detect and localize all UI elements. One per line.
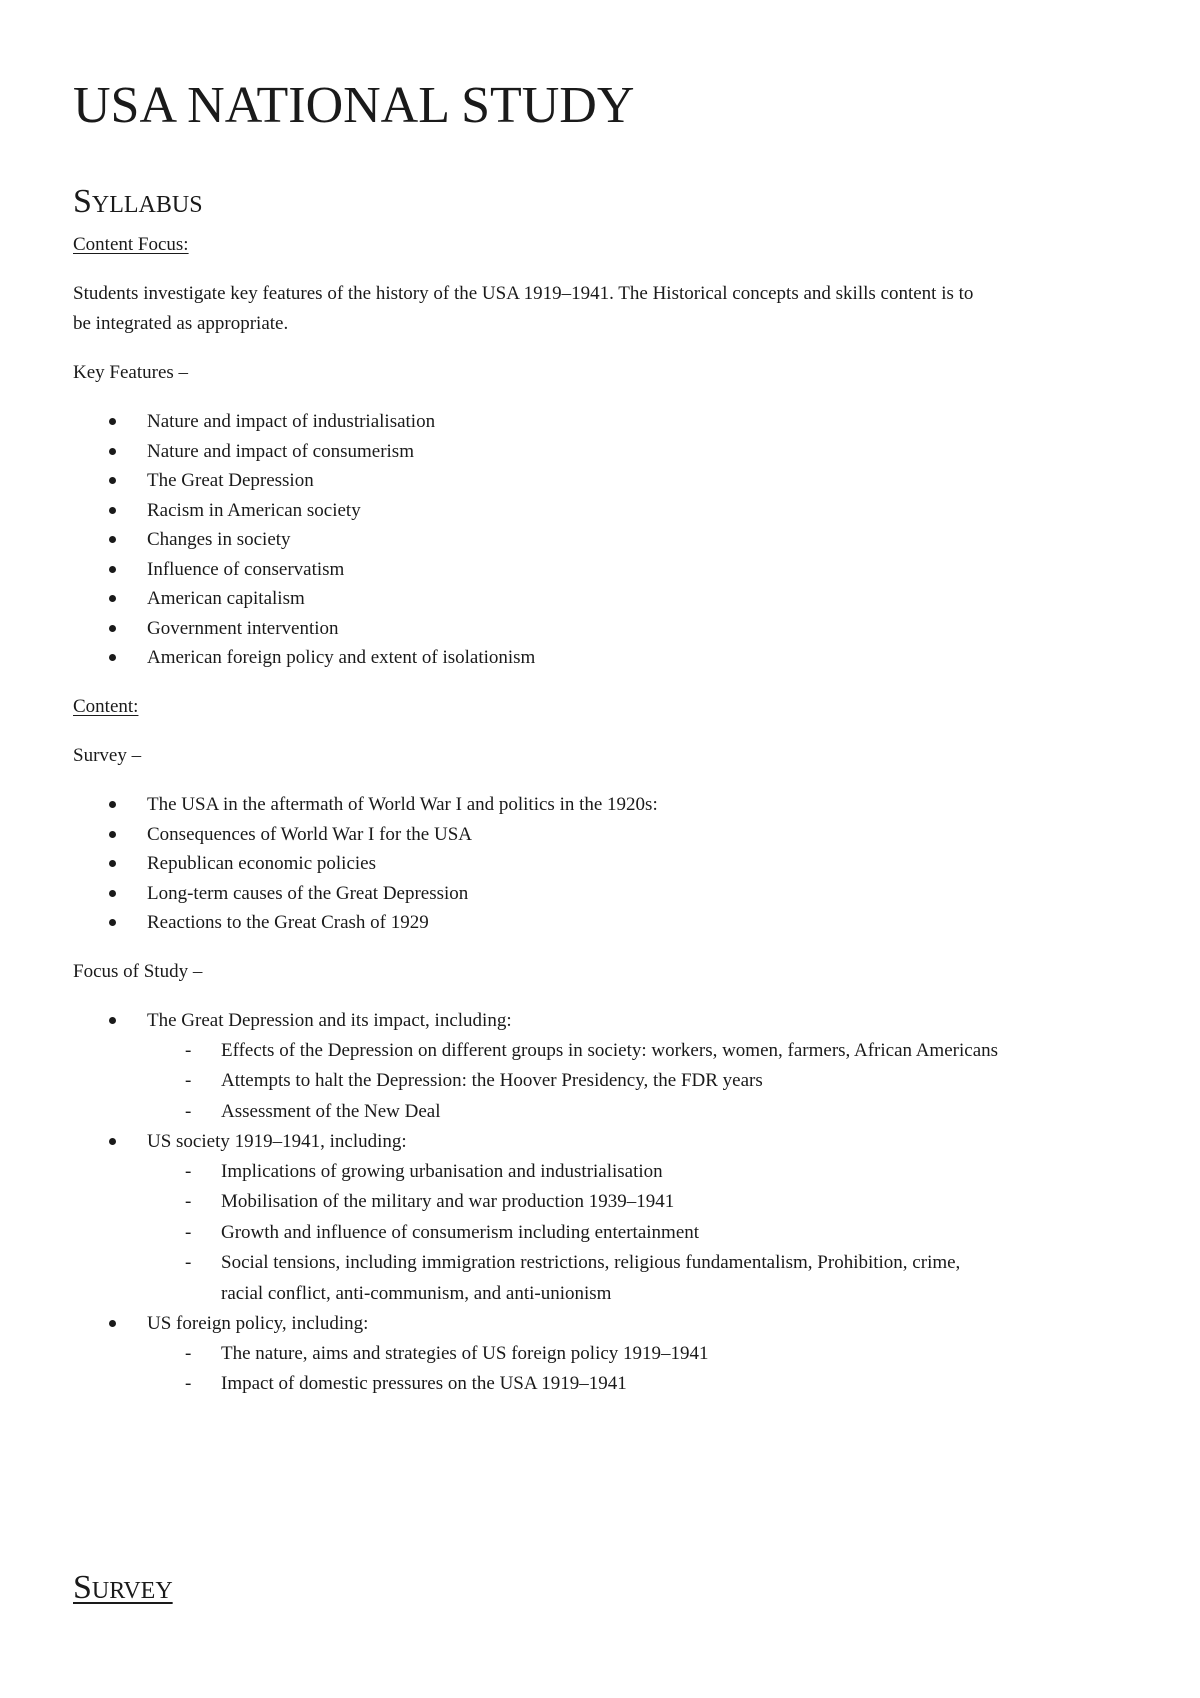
intro-line-2: be integrated as appropriate. — [73, 313, 289, 334]
content-focus-label: Content Focus: — [73, 234, 189, 255]
focus-list — [73, 1006, 998, 1400]
bullet-icon — [109, 801, 116, 808]
sub-list-item: - Social tensions, including immigration restrictions, religious fundamentalism, Prohibition, crime, — [185, 1252, 961, 1273]
bullet-icon — [109, 919, 116, 926]
list-item: US society 1919–1941, including: - Implications of growing urbanisation and industrialisation - Mobilisation of the military and war production 1939–1941 - Growth and influence of consumerism including entertainment - Social tensions, including immigration restrictions, religious fundamentalism, Prohibition, crime, racial conflict, anti-communism, and anti-unionism — [73, 1127, 998, 1309]
bullet-icon — [109, 1017, 116, 1024]
list-item: Reactions to the Great Crash of 1929 — [73, 908, 658, 938]
list-item: Republican economic policies — [73, 849, 658, 879]
bullet-icon — [109, 536, 116, 543]
bullet-icon — [109, 595, 116, 602]
bullet-icon — [109, 566, 116, 573]
list-item: Government intervention — [73, 614, 535, 644]
sub-list-item: - Effects of the Depression on different groups in society: workers, women, farmers, African Americans — [185, 1039, 999, 1061]
bullet-icon — [109, 418, 116, 425]
content-label: Content: — [73, 696, 139, 717]
list-item: US foreign policy, including: - The nature, aims and strategies of US foreign policy 1919–1941 - Impact of domestic pressures on the USA 1919–1941 — [73, 1309, 998, 1400]
list-item: Racism in American society — [73, 496, 535, 526]
sub-list-item: - Growth and influence of consumerism including entertainment — [185, 1221, 700, 1243]
sub-list-item: - The nature, aims and strategies of US foreign policy 1919–1941 — [185, 1342, 709, 1364]
sub-list — [147, 1036, 998, 1128]
survey-heading: Survey — [73, 1569, 173, 1606]
list-item: The USA in the aftermath of World War I and politics in the 1920s: — [73, 790, 658, 820]
bullet-icon — [109, 831, 116, 838]
bullet-icon — [109, 860, 116, 867]
sub-list-item: - Attempts to halt the Depression: the Hoover Presidency, the FDR years — [185, 1070, 763, 1091]
bullet-icon — [109, 890, 116, 897]
bullet-icon — [109, 654, 116, 661]
list-item: The Great Depression — [73, 466, 535, 496]
survey-label: Survey – — [73, 745, 142, 766]
bullet-icon — [109, 507, 116, 514]
key-features-label: Key Features – — [73, 362, 189, 383]
sub-list-item-continuation: racial conflict, anti-communism, and anti-unionism — [221, 1282, 612, 1304]
bullet-icon — [109, 477, 116, 484]
sub-list-item: - Implications of growing urbanisation and industrialisation — [185, 1160, 663, 1182]
list-item: Influence of conservatism — [73, 555, 535, 585]
bullet-icon — [109, 1138, 116, 1145]
list-item: Consequences of World War I for the USA — [73, 820, 658, 850]
page-title: USA NATIONAL STUDY — [73, 77, 635, 134]
list-item: Long-term causes of the Great Depression — [73, 879, 658, 909]
sub-list-item: - Assessment of the New Deal — [185, 1100, 441, 1122]
bullet-icon — [109, 1320, 116, 1327]
list-item: American capitalism — [73, 584, 535, 614]
sub-list-item: - Mobilisation of the military and war production 1939–1941 — [185, 1191, 675, 1212]
key-features-list — [73, 407, 535, 673]
survey-list — [73, 790, 658, 938]
sub-list-item: - Impact of domestic pressures on the USA 1919–1941 — [185, 1373, 627, 1394]
focus-label: Focus of Study – — [73, 961, 203, 982]
syllabus-heading: Syllabus — [73, 183, 203, 220]
list-item: The Great Depression and its impact, including: - Effects of the Depression on different groups in society: workers, women, farmers, African Americans - Attempts to halt the Depression: the Hoover Presidency, the FDR years - Assessment of the New Deal — [73, 1006, 998, 1127]
list-item: Nature and impact of industrialisation — [73, 407, 535, 437]
list-item: Changes in society — [73, 525, 535, 555]
list-item: American foreign policy and extent of isolationism — [73, 643, 535, 673]
sub-list — [147, 1157, 998, 1310]
sub-list — [147, 1339, 998, 1400]
list-item: Nature and impact of consumerism — [73, 437, 535, 467]
bullet-icon — [109, 625, 116, 632]
intro-line-1: Students investigate key features of the history of the USA 1919–1941. The Historical concepts and skills content is to — [73, 283, 974, 304]
bullet-icon — [109, 448, 116, 455]
